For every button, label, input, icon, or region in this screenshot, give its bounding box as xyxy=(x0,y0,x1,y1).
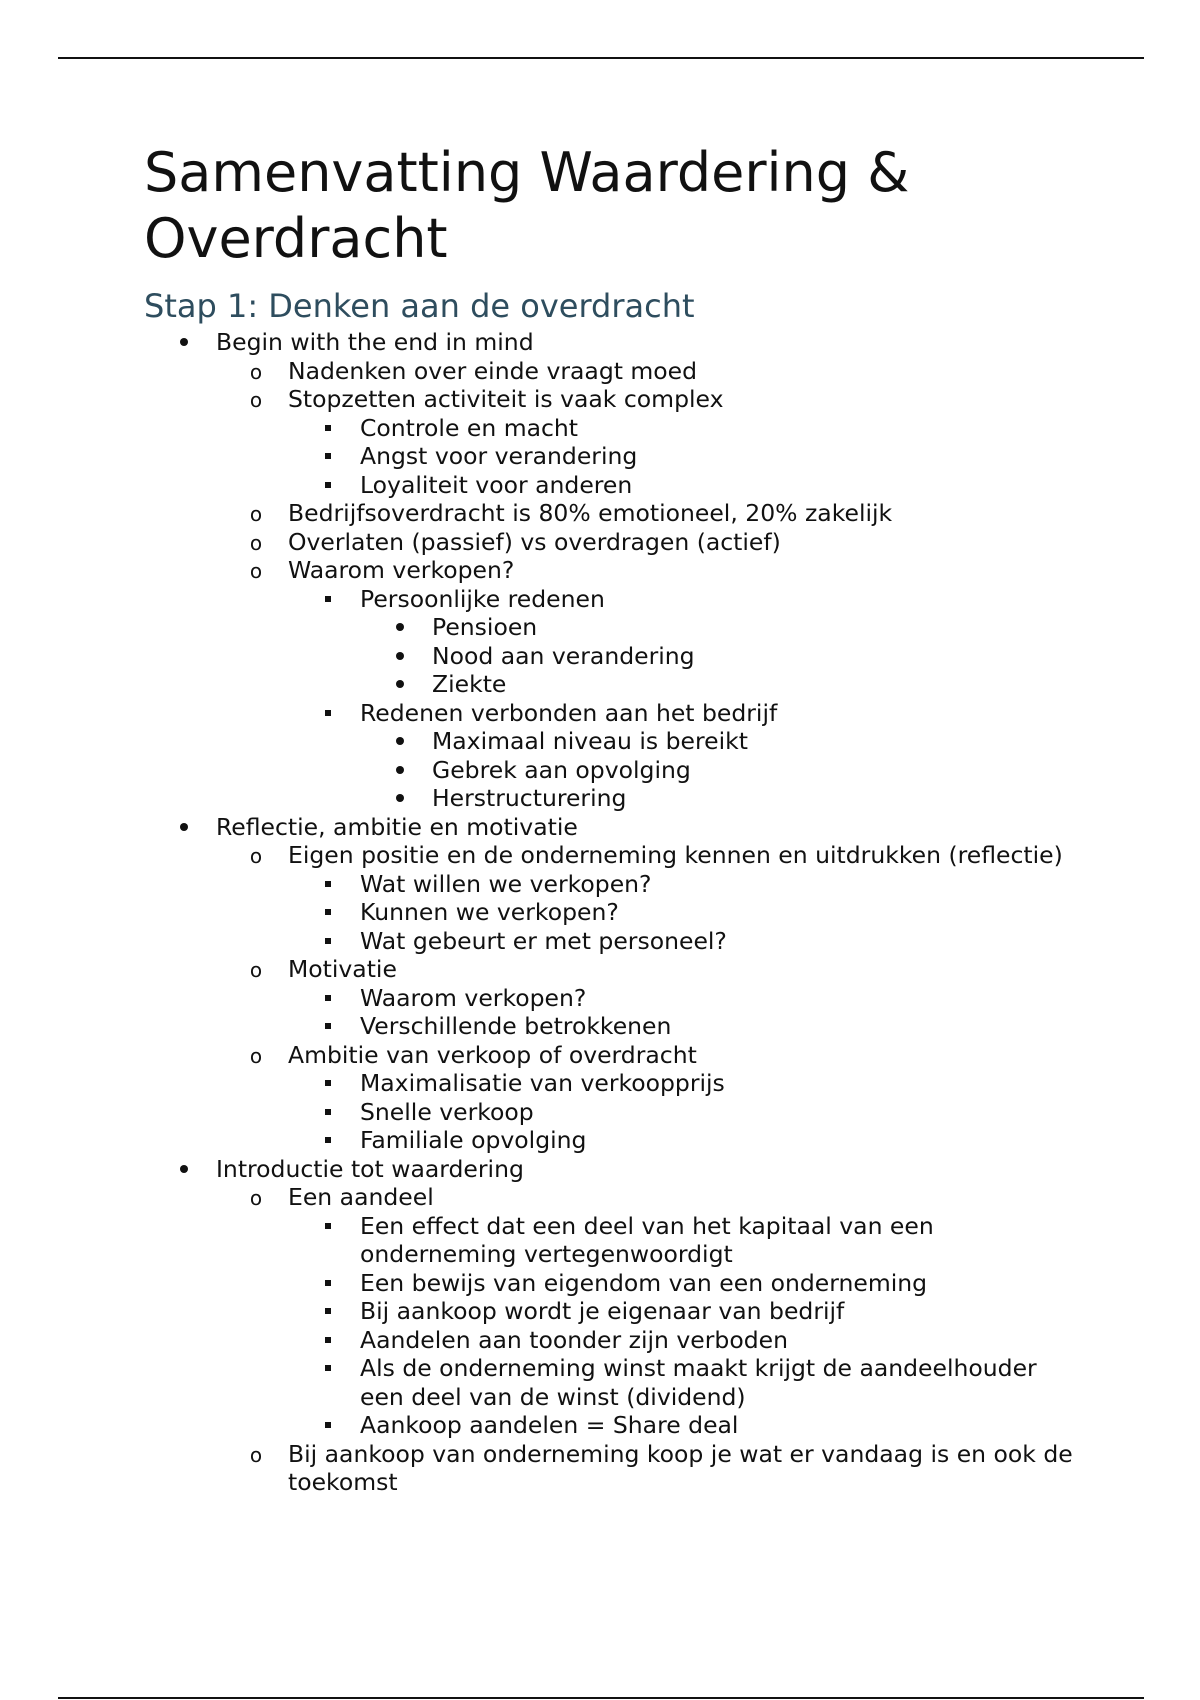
list-item-text: Maximalisatie van verkoopprijs xyxy=(360,1069,725,1097)
list-item xyxy=(288,1411,1074,1440)
bullet-icon xyxy=(390,613,410,642)
nested-list xyxy=(288,1069,1074,1155)
list-marker-label: o xyxy=(249,388,263,412)
list-marker-label: o xyxy=(249,958,263,982)
circle-bullet-icon xyxy=(246,385,266,415)
circle-bullet-icon xyxy=(246,499,266,529)
list-item-text: Waarom verkopen? xyxy=(360,983,587,1012)
list-item xyxy=(216,357,1074,386)
nested-list xyxy=(216,841,1074,1155)
list-item-text: Controle en macht xyxy=(360,413,579,442)
list-item-text: Nadenken over einde vraagt moed xyxy=(288,356,698,385)
nested-list xyxy=(360,727,1074,813)
list-item xyxy=(288,1069,1074,1098)
list-item xyxy=(288,927,1074,956)
list-item-text: Angst voor verandering xyxy=(360,442,638,470)
circle-bullet-icon xyxy=(246,357,266,387)
list-item xyxy=(288,1012,1074,1041)
square-bullet-icon xyxy=(318,1098,338,1127)
bullet-icon xyxy=(174,1155,194,1184)
nested-list xyxy=(360,613,1074,699)
list-item xyxy=(360,727,1074,756)
list-item xyxy=(144,328,1074,813)
list-item xyxy=(216,528,1074,557)
list-item xyxy=(288,898,1074,927)
nested-list xyxy=(288,585,1074,813)
list-item xyxy=(288,1354,1074,1411)
list-item-text: Een aandeel xyxy=(288,1183,434,1211)
list-item-text: Introductie tot waardering xyxy=(216,1154,524,1183)
list-item xyxy=(288,1126,1074,1155)
list-item-text: Bij aankoop wordt je eigenaar van bedrijf xyxy=(360,1297,845,1325)
list-item xyxy=(360,670,1074,699)
document-title: Samenvatting Waardering & Overdracht xyxy=(144,141,910,270)
square-bullet-icon xyxy=(318,1297,338,1326)
list-item xyxy=(144,1155,1074,1497)
list-marker-label: o xyxy=(249,1186,263,1210)
list-item-text: Herstructurering xyxy=(432,784,627,812)
nested-list xyxy=(288,984,1074,1041)
square-bullet-icon xyxy=(318,984,338,1013)
circle-bullet-icon xyxy=(246,556,266,586)
list-item xyxy=(288,585,1074,699)
footer-rule xyxy=(58,1697,1144,1699)
section-heading: Stap 1: Denken aan de overdracht xyxy=(144,287,695,325)
square-bullet-icon xyxy=(318,1069,338,1098)
square-bullet-icon xyxy=(318,1012,338,1041)
list-item-text: Begin with the end in mind xyxy=(216,328,534,356)
list-item-text: Maximaal niveau is bereikt xyxy=(432,727,748,755)
list-item xyxy=(288,1212,1074,1269)
list-item xyxy=(288,870,1074,899)
list-item-text: Pensioen xyxy=(432,613,538,641)
list-item-text: Stopzetten activiteit is vaak complex xyxy=(288,385,724,413)
list-item xyxy=(216,499,1074,528)
nested-list xyxy=(216,357,1074,813)
list-item-text: Aandelen aan toonder zijn verboden xyxy=(360,1325,788,1354)
circle-bullet-icon xyxy=(246,1041,266,1071)
list-marker-label: o xyxy=(249,559,263,583)
circle-bullet-icon xyxy=(246,1183,266,1213)
square-bullet-icon xyxy=(318,699,338,728)
list-item xyxy=(216,955,1074,1041)
list-item-text: Een effect dat een deel van het kapitaal van een onderneming vertegenwoordigt xyxy=(360,1211,934,1268)
list-marker-label: o xyxy=(249,502,263,526)
circle-bullet-icon xyxy=(246,1440,266,1470)
list-item-text: Kunnen we verkopen? xyxy=(360,898,619,926)
square-bullet-icon xyxy=(318,1411,338,1440)
list-item xyxy=(216,1183,1074,1440)
square-bullet-icon xyxy=(318,1326,338,1355)
list-item-text: Familiale opvolging xyxy=(360,1126,587,1154)
square-bullet-icon xyxy=(318,1269,338,1298)
list-item xyxy=(288,984,1074,1013)
list-item-text: Reflectie, ambitie en motivatie xyxy=(216,812,578,841)
square-bullet-icon xyxy=(318,927,338,956)
list-item-text: Persoonlijke redenen xyxy=(360,584,605,613)
list-item xyxy=(360,756,1074,785)
square-bullet-icon xyxy=(318,870,338,899)
list-item-text: Ziekte xyxy=(432,670,507,698)
circle-bullet-icon xyxy=(246,955,266,985)
list-item xyxy=(216,1440,1074,1497)
outline-list xyxy=(144,328,1074,1497)
square-bullet-icon xyxy=(318,414,338,443)
list-item xyxy=(288,442,1074,471)
list-item-text: Ambitie van verkoop of overdracht xyxy=(288,1040,697,1069)
list-item-text: Nood aan verandering xyxy=(432,641,695,670)
list-item xyxy=(288,699,1074,813)
list-item-text: Overlaten (passief) vs overdragen (actief) xyxy=(288,527,781,556)
list-marker-label: o xyxy=(249,844,263,868)
list-item-text: Bedrijfsoverdracht is 80% emotioneel, 20% zakelijk xyxy=(288,499,893,527)
bullet-icon xyxy=(390,727,410,756)
bullet-icon xyxy=(390,670,410,699)
bullet-icon xyxy=(390,784,410,813)
list-item xyxy=(288,1269,1074,1298)
square-bullet-icon xyxy=(318,585,338,614)
bullet-icon xyxy=(390,642,410,671)
list-item xyxy=(360,642,1074,671)
bullet-icon xyxy=(390,756,410,785)
list-item xyxy=(216,385,1074,499)
list-item-text: Snelle verkoop xyxy=(360,1097,534,1126)
square-bullet-icon xyxy=(318,471,338,500)
list-item xyxy=(288,471,1074,500)
list-item-text: Als de onderneming winst maakt krijgt de aandeelhouder een deel van de winst (dividend) xyxy=(360,1354,1037,1411)
square-bullet-icon xyxy=(318,1212,338,1241)
list-item xyxy=(216,556,1074,813)
list-item-text: Redenen verbonden aan het bedrijf xyxy=(360,698,778,727)
square-bullet-icon xyxy=(318,1354,338,1383)
document-body xyxy=(144,140,1074,1497)
list-item-text: Een bewijs van eigendom van een onderneming xyxy=(360,1268,928,1297)
list-item-text: Aankoop aandelen = Share deal xyxy=(360,1411,739,1439)
list-marker-label: o xyxy=(249,359,263,384)
list-marker-label: o xyxy=(249,1442,263,1467)
square-bullet-icon xyxy=(318,442,338,471)
list-item xyxy=(144,813,1074,1155)
nested-list xyxy=(288,1212,1074,1440)
square-bullet-icon xyxy=(318,898,338,927)
list-item-text: Wat willen we verkopen? xyxy=(360,869,652,898)
list-item-text: Wat gebeurt er met personeel? xyxy=(360,926,727,955)
list-item-text: Loyaliteit voor anderen xyxy=(360,470,633,499)
header-rule xyxy=(58,57,1144,59)
list-item xyxy=(288,1326,1074,1355)
nested-list xyxy=(288,414,1074,500)
list-item xyxy=(360,784,1074,813)
list-item xyxy=(288,414,1074,443)
list-item-text: Verschillende betrokkenen xyxy=(360,1012,672,1040)
circle-bullet-icon xyxy=(246,528,266,558)
list-item xyxy=(288,1098,1074,1127)
list-item-text: Bij aankoop van onderneming koop je wat er vandaag is en ook de toekomst xyxy=(288,1439,1073,1496)
nested-list xyxy=(216,1183,1074,1497)
bullet-icon xyxy=(174,328,194,357)
list-item xyxy=(216,1041,1074,1155)
list-item-text: Eigen positie en de onderneming kennen en uitdrukken (reflectie) xyxy=(288,841,1063,869)
list-item xyxy=(288,1297,1074,1326)
list-item-text: Waarom verkopen? xyxy=(288,556,515,584)
bullet-icon xyxy=(174,813,194,842)
list-marker-label: o xyxy=(249,530,263,555)
circle-bullet-icon xyxy=(246,841,266,871)
list-marker-label: o xyxy=(249,1043,263,1068)
list-item xyxy=(216,841,1074,955)
nested-list xyxy=(288,870,1074,956)
list-item-text: Gebrek aan opvolging xyxy=(432,755,691,784)
list-item xyxy=(360,613,1074,642)
list-item-text: Motivatie xyxy=(288,955,397,983)
square-bullet-icon xyxy=(318,1126,338,1155)
